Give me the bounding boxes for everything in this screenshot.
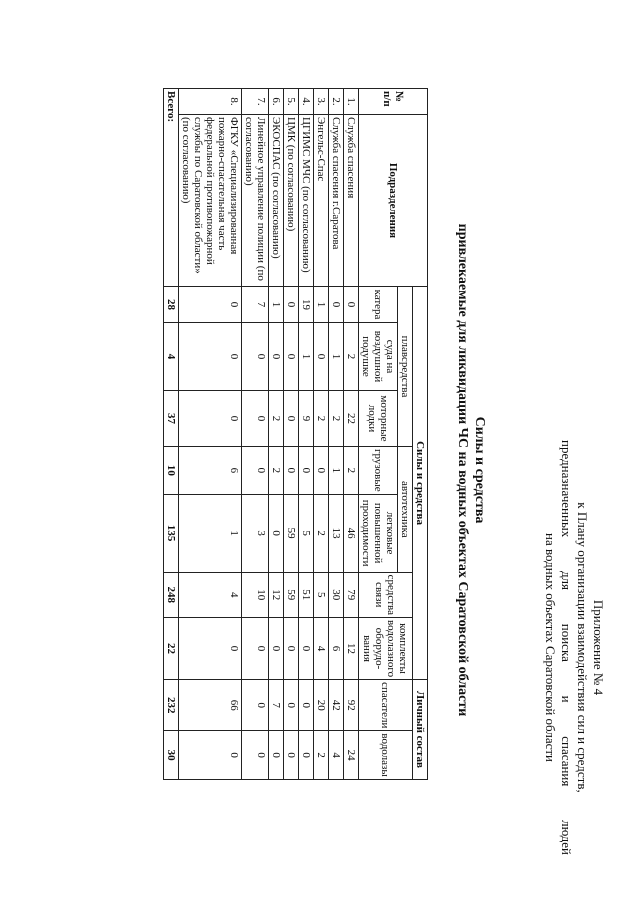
cell-rescuers: 0 [284, 680, 299, 731]
cell-light-vehicles: 5 [299, 494, 314, 572]
cell-motor-boats: 2 [314, 391, 329, 447]
cell-rescuers: 0 [242, 680, 269, 731]
cell-trucks: 2 [344, 447, 359, 495]
row-num: 3. [314, 89, 329, 115]
cell-hovercraft: 0 [269, 323, 284, 391]
row-unit-name: ФГКУ «Специализированная пожарно-спасательная часть федеральной противопожарной службы по Саратовской области» (по согласованию) [179, 115, 242, 287]
cell-light-vehicles: 2 [314, 494, 329, 572]
row-unit-name: Служба спасения [344, 115, 359, 287]
table-row [299, 89, 314, 780]
cell-comms: 79 [344, 572, 359, 617]
document-title [454, 150, 488, 790]
cell-motor-boats: 0 [284, 391, 299, 447]
cell-dive-kits: 0 [242, 617, 269, 679]
header-rescuers: спасатели [359, 680, 413, 731]
total-boats: 28 [164, 287, 179, 323]
header-personnel: Личный состав [413, 680, 428, 780]
cell-trucks: 0 [242, 447, 269, 495]
table-row [284, 89, 299, 780]
cell-dive-kits: 0 [269, 617, 284, 679]
cell-hovercraft: 0 [179, 323, 242, 391]
cell-dive-kits: 0 [284, 617, 299, 679]
header-num: № п/п [359, 89, 428, 115]
table-row [179, 89, 242, 780]
cell-trucks: 0 [314, 447, 329, 495]
cell-divers: 0 [269, 731, 284, 779]
total-label: Всего: [164, 89, 179, 287]
cell-comms: 4 [179, 572, 242, 617]
total-divers: 30 [164, 731, 179, 779]
header-comms: средства связи [359, 572, 413, 617]
cell-divers: 0 [299, 731, 314, 779]
header-motor-vehicles: автотехника [398, 447, 413, 573]
cell-light-vehicles: 59 [284, 494, 299, 572]
header-watercraft: плавсредства [398, 287, 413, 447]
cell-motor-boats: 0 [179, 391, 242, 447]
cell-motor-boats: 2 [269, 391, 284, 447]
title-line: Силы и средства [472, 416, 487, 524]
cell-motor-boats: 2 [329, 391, 344, 447]
row-num: 1. [344, 89, 359, 115]
cell-boats: 0 [284, 287, 299, 323]
cell-trucks: 0 [284, 447, 299, 495]
cell-rescuers: 42 [329, 680, 344, 731]
cell-dive-kits: 6 [329, 617, 344, 679]
cell-comms: 12 [269, 572, 284, 617]
cell-dive-kits: 4 [314, 617, 329, 679]
header-forces: Силы и средства [413, 287, 428, 680]
row-num: 7. [242, 89, 269, 115]
cell-boats: 0 [344, 287, 359, 323]
appendix-line: на водных объектах Саратовской области [543, 532, 558, 763]
row-unit-name: Энгельс-Спас [314, 115, 329, 287]
cell-divers: 0 [284, 731, 299, 779]
cell-trucks: 1 [329, 447, 344, 495]
header-trucks: грузовые [359, 447, 398, 495]
cell-motor-boats: 22 [344, 391, 359, 447]
cell-rescuers: 0 [299, 680, 314, 731]
table-row [242, 89, 269, 780]
row-num: 4. [299, 89, 314, 115]
appendix-line: к Плану организации взаимодействия сил и средств, [575, 502, 590, 793]
cell-boats: 0 [329, 287, 344, 323]
header-divers: водолазы [359, 731, 413, 779]
row-num: 6. [269, 89, 284, 115]
cell-comms: 10 [242, 572, 269, 617]
appendix-line: предназначенных для поиска и спасания людей [559, 440, 574, 855]
cell-trucks: 6 [179, 447, 242, 495]
row-unit-name: Линейное управление полиции (по согласованию) [242, 115, 269, 287]
cell-trucks: 0 [299, 447, 314, 495]
cell-divers: 4 [329, 731, 344, 779]
cell-divers: 2 [314, 731, 329, 779]
cell-divers: 0 [179, 731, 242, 779]
cell-light-vehicles: 46 [344, 494, 359, 572]
header-dive-kits: комплекты водолазного оборудо-вания [359, 617, 413, 679]
cell-comms: 59 [284, 572, 299, 617]
total-row [164, 89, 179, 780]
cell-rescuers: 20 [314, 680, 329, 731]
cell-rescuers: 66 [179, 680, 242, 731]
cell-boats: 1 [269, 287, 284, 323]
cell-rescuers: 92 [344, 680, 359, 731]
cell-boats: 0 [179, 287, 242, 323]
cell-divers: 24 [344, 731, 359, 779]
appendix-number: Приложение № 4 [591, 599, 606, 696]
total-dive-kits: 22 [164, 617, 179, 679]
cell-dive-kits: 0 [179, 617, 242, 679]
cell-light-vehicles: 13 [329, 494, 344, 572]
row-unit-name: ЦМК (по согласованию) [284, 115, 299, 287]
row-num: 8. [179, 89, 242, 115]
row-unit-name: ЭКОСПАС (по согласованию) [269, 115, 284, 287]
table-row [344, 89, 359, 780]
cell-dive-kits: 12 [344, 617, 359, 679]
row-unit-name: ЦГИМС МЧС (по согласованию) [299, 115, 314, 287]
total-trucks: 10 [164, 447, 179, 495]
cell-rescuers: 7 [269, 680, 284, 731]
cell-light-vehicles: 0 [269, 494, 284, 572]
cell-divers: 0 [242, 731, 269, 779]
cell-hovercraft: 2 [344, 323, 359, 391]
cell-motor-boats: 9 [299, 391, 314, 447]
header-boats: катера [359, 287, 398, 323]
table-row [314, 89, 329, 780]
cell-hovercraft: 1 [329, 323, 344, 391]
cell-comms: 51 [299, 572, 314, 617]
cell-light-vehicles: 1 [179, 494, 242, 572]
table-row [269, 89, 284, 780]
cell-motor-boats: 0 [242, 391, 269, 447]
header-light-vehicles: легковые повышенной проходимости [359, 494, 398, 572]
row-num: 2. [329, 89, 344, 115]
table-row [329, 89, 344, 780]
total-hovercraft: 4 [164, 323, 179, 391]
total-comms: 248 [164, 572, 179, 617]
cell-hovercraft: 0 [242, 323, 269, 391]
row-num: 5. [284, 89, 299, 115]
cell-dive-kits: 0 [299, 617, 314, 679]
cell-boats: 19 [299, 287, 314, 323]
header-hovercraft: суда на воздушной подушке [359, 323, 398, 391]
header-unit: Подразделения [359, 115, 428, 287]
cell-hovercraft: 0 [284, 323, 299, 391]
row-unit-name: Служба спасения г.Саратова [329, 115, 344, 287]
forces-table [163, 88, 428, 780]
cell-trucks: 2 [269, 447, 284, 495]
header-motor-boats: моторные лодки [359, 391, 398, 447]
cell-boats: 1 [314, 287, 329, 323]
total-rescuers: 232 [164, 680, 179, 731]
cell-boats: 7 [242, 287, 269, 323]
cell-light-vehicles: 3 [242, 494, 269, 572]
appendix-header [542, 440, 606, 855]
title-line: привлекаемые для ликвидации ЧС на водных объектах Саратовской области [455, 223, 470, 717]
cell-comms: 30 [329, 572, 344, 617]
cell-hovercraft: 0 [314, 323, 329, 391]
total-motor-boats: 37 [164, 391, 179, 447]
cell-comms: 5 [314, 572, 329, 617]
cell-hovercraft: 1 [299, 323, 314, 391]
total-light-vehicles: 135 [164, 494, 179, 572]
